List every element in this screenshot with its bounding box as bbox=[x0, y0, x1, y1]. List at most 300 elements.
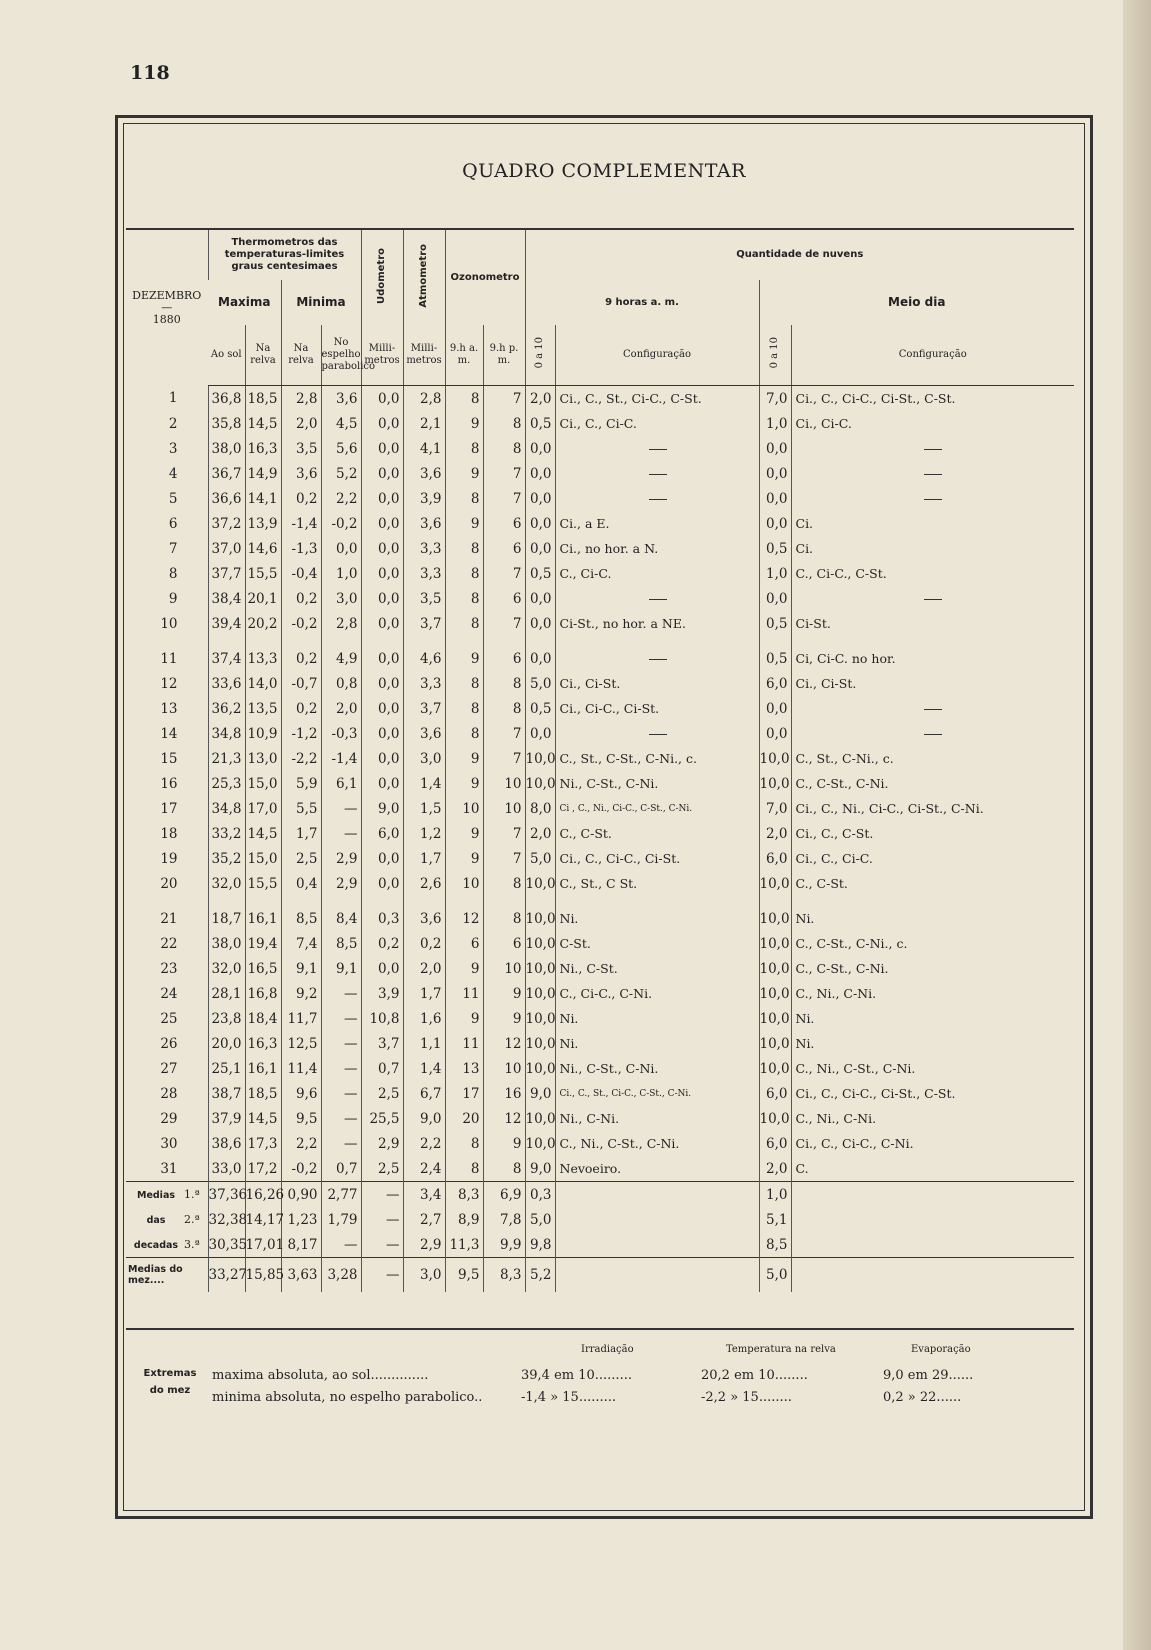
nuvens-am-cell: 0,0 bbox=[525, 536, 555, 561]
gap-cell bbox=[555, 896, 759, 906]
day-cell: 29 bbox=[160, 1110, 178, 1127]
dash-mark bbox=[649, 474, 667, 475]
config-am-avg-cell bbox=[555, 1207, 759, 1232]
oz-pm-avg-cell: 7,8 bbox=[483, 1207, 525, 1232]
nuvens-am-cell: 10,0 bbox=[525, 1031, 555, 1056]
nuvens-am-avg-cell: 5,0 bbox=[525, 1207, 555, 1232]
config-md-cell: C., Ni., C-Ni. bbox=[791, 1106, 1074, 1131]
min-na-relva-cell: -0,7 bbox=[281, 671, 321, 696]
max-na-relva-cell: 16,1 bbox=[245, 906, 281, 931]
oz-pm-cell: 10 bbox=[483, 771, 525, 796]
table-row bbox=[126, 721, 1074, 746]
max-ao-sol-cell: 37,2 bbox=[208, 511, 245, 536]
nuvens-am-avg-cell: 9,8 bbox=[525, 1232, 555, 1258]
min-na-relva-cell: -0,4 bbox=[281, 561, 321, 586]
nuvens-am-cell: 10,0 bbox=[525, 931, 555, 956]
config-am-cell: Ni. bbox=[555, 906, 759, 931]
gap-cell bbox=[525, 896, 555, 906]
oz-pm-cell: 8 bbox=[483, 436, 525, 461]
relva-min: -2,2 » 15........ bbox=[701, 1390, 792, 1405]
max-na-relva-cell: 14,5 bbox=[245, 821, 281, 846]
nuvens-md-cell: 10,0 bbox=[759, 931, 791, 956]
min-espelho-cell: 3,0 bbox=[321, 586, 361, 611]
min-espelho-cell: — bbox=[321, 1031, 361, 1056]
day-cell: 25 bbox=[160, 1010, 178, 1027]
config-am-cell bbox=[555, 436, 759, 461]
min-espelho-cell: -0,3 bbox=[321, 721, 361, 746]
min-espelho-cell: 2,9 bbox=[321, 871, 361, 896]
min-espelho-cell: — bbox=[321, 821, 361, 846]
oz-pm-cell: 7 bbox=[483, 821, 525, 846]
config-md-cell bbox=[791, 696, 1074, 721]
config-am-cell: Ni., C-St., C-Ni. bbox=[555, 771, 759, 796]
header-escala-am: 0 a 10 bbox=[525, 325, 555, 386]
gap-cell bbox=[321, 636, 361, 646]
atmometro-avg-cell: 2,9 bbox=[403, 1232, 445, 1258]
table-body bbox=[126, 386, 1074, 1293]
decade-group-label: decadas bbox=[133, 1239, 179, 1251]
day-cell: 27 bbox=[160, 1060, 178, 1077]
oz-pm-cell: 9 bbox=[483, 1131, 525, 1156]
oz-pm-cell: 16 bbox=[483, 1081, 525, 1106]
oz-am-avg-cell: 8,9 bbox=[445, 1207, 483, 1232]
max-na-relva-cell: 14,5 bbox=[245, 411, 281, 436]
nuvens-md-cell: 10,0 bbox=[759, 1106, 791, 1131]
header-irradiacao: Irradiação bbox=[581, 1344, 634, 1355]
udometro-cell: 0,0 bbox=[361, 386, 403, 412]
oz-pm-cell: 7 bbox=[483, 561, 525, 586]
extremes-label-1: Extremas bbox=[143, 1368, 197, 1379]
udometro-cell: 0,0 bbox=[361, 586, 403, 611]
max-na-relva-avg-cell: 14,17 bbox=[245, 1207, 281, 1232]
config-md-cell bbox=[791, 461, 1074, 486]
config-md-avg-cell bbox=[791, 1207, 1074, 1232]
min-espelho-cell: — bbox=[321, 981, 361, 1006]
decade-number: 3.ª bbox=[184, 1237, 200, 1251]
dash-mark bbox=[649, 499, 667, 500]
nuvens-am-cell: 0,0 bbox=[525, 646, 555, 671]
config-md-cell: Ci., C., Ni., Ci-C., Ci-St., C-Ni. bbox=[791, 796, 1074, 821]
oz-pm-cell: 8 bbox=[483, 411, 525, 436]
udometro-cell: 0,0 bbox=[361, 746, 403, 771]
max-na-relva-cell: 15,0 bbox=[245, 771, 281, 796]
nuvens-am-cell: 9,0 bbox=[525, 1156, 555, 1182]
oz-am-cell: 8 bbox=[445, 721, 483, 746]
min-na-relva-cell: 3,5 bbox=[281, 436, 321, 461]
config-am-cell: Ni. bbox=[555, 1031, 759, 1056]
config-md-cell: C., St., C-Ni., c. bbox=[791, 746, 1074, 771]
oz-am-cell: 8 bbox=[445, 561, 483, 586]
day-cell: 26 bbox=[160, 1035, 178, 1052]
page-edge bbox=[1123, 0, 1151, 1650]
udometro-avg-cell: — bbox=[361, 1207, 403, 1232]
oz-pm-cell: 7 bbox=[483, 611, 525, 636]
day-cell: 11 bbox=[160, 650, 178, 667]
oz-am-cell: 12 bbox=[445, 906, 483, 931]
nuvens-am-cell: 8,0 bbox=[525, 796, 555, 821]
oz-am-cell: 17 bbox=[445, 1081, 483, 1106]
max-na-relva-cell: 14,1 bbox=[245, 486, 281, 511]
oz-pm-cell: 12 bbox=[483, 1031, 525, 1056]
min-na-relva-cell: 8,5 bbox=[281, 906, 321, 931]
max-ao-sol-cell: 38,0 bbox=[208, 931, 245, 956]
oz-pm-cell: 7 bbox=[483, 461, 525, 486]
oz-pm-cell: 7 bbox=[483, 746, 525, 771]
atmometro-cell: 1,4 bbox=[403, 771, 445, 796]
config-am-cell: Ci., C., St., Ci-C., C-St. bbox=[555, 386, 759, 412]
min-na-relva-cell: 0,2 bbox=[281, 646, 321, 671]
udometro-cell: 0,0 bbox=[361, 486, 403, 511]
nuvens-md-cell: 10,0 bbox=[759, 906, 791, 931]
nuvens-md-cell: 0,0 bbox=[759, 486, 791, 511]
max-na-relva-cell: 14,5 bbox=[245, 1106, 281, 1131]
nuvens-am-cell: 0,0 bbox=[525, 436, 555, 461]
day-cell: 23 bbox=[160, 960, 178, 977]
nuvens-am-avg-cell: 0,3 bbox=[525, 1182, 555, 1208]
udometro-cell: 0,0 bbox=[361, 721, 403, 746]
max-ao-sol-month-cell: 33,27 bbox=[208, 1258, 245, 1293]
table-row bbox=[126, 511, 1074, 536]
min-na-relva-cell: -1,4 bbox=[281, 511, 321, 536]
max-ao-sol-cell: 32,0 bbox=[208, 871, 245, 896]
extremes-section bbox=[126, 1328, 1074, 1440]
max-na-relva-cell: 10,9 bbox=[245, 721, 281, 746]
dash-mark bbox=[649, 449, 667, 450]
gap-cell bbox=[281, 636, 321, 646]
oz-pm-month-cell: 8,3 bbox=[483, 1258, 525, 1293]
min-na-relva-cell: 0,4 bbox=[281, 871, 321, 896]
atmometro-cell: 3,9 bbox=[403, 486, 445, 511]
nuvens-am-cell: 0,0 bbox=[525, 486, 555, 511]
max-ao-sol-cell: 28,1 bbox=[208, 981, 245, 1006]
min-na-relva-cell: -1,2 bbox=[281, 721, 321, 746]
config-am-cell: C., St., C-St., C-Ni., c. bbox=[555, 746, 759, 771]
month-avg-row bbox=[126, 1258, 1074, 1293]
oz-pm-cell: 7 bbox=[483, 846, 525, 871]
atmometro-cell: 0,2 bbox=[403, 931, 445, 956]
udometro-cell: 0,0 bbox=[361, 561, 403, 586]
oz-pm-cell: 9 bbox=[483, 981, 525, 1006]
atmometro-cell: 3,3 bbox=[403, 536, 445, 561]
gap-cell bbox=[361, 636, 403, 646]
header-nuvens: Quantidade de nuvens bbox=[525, 229, 1074, 280]
day-cell: 6 bbox=[168, 515, 178, 532]
nuvens-md-cell: 6,0 bbox=[759, 1131, 791, 1156]
gap-cell bbox=[759, 636, 791, 646]
nuvens-md-cell: 1,0 bbox=[759, 411, 791, 436]
header-month-cell bbox=[126, 229, 208, 386]
min-espelho-cell: 2,2 bbox=[321, 486, 361, 511]
oz-am-cell: 13 bbox=[445, 1056, 483, 1081]
config-am-cell: Ci., no hor. a N. bbox=[555, 536, 759, 561]
nuvens-am-cell: 10,0 bbox=[525, 956, 555, 981]
table-row bbox=[126, 931, 1074, 956]
max-na-relva-cell: 13,3 bbox=[245, 646, 281, 671]
config-md-cell: Ni. bbox=[791, 1031, 1074, 1056]
max-ao-sol-cell: 18,7 bbox=[208, 906, 245, 931]
atmometro-avg-cell: 3,4 bbox=[403, 1182, 445, 1208]
config-am-month-cell bbox=[555, 1258, 759, 1293]
oz-pm-cell: 6 bbox=[483, 586, 525, 611]
day-cell: 28 bbox=[160, 1085, 178, 1102]
decade-group-label: das bbox=[146, 1214, 166, 1226]
max-na-relva-cell: 15,5 bbox=[245, 871, 281, 896]
config-md-cell: Ci-St. bbox=[791, 611, 1074, 636]
oz-am-cell: 9 bbox=[445, 511, 483, 536]
nuvens-md-cell: 2,0 bbox=[759, 821, 791, 846]
dash-mark bbox=[924, 449, 942, 450]
header-na-relva-min: Na relva bbox=[281, 325, 321, 386]
dash-mark bbox=[649, 734, 667, 735]
header-config-md: Configuração bbox=[791, 325, 1074, 386]
config-md-cell: C., C-St., C-Ni., c. bbox=[791, 931, 1074, 956]
header-minima: Minima bbox=[281, 280, 361, 325]
decade-gap bbox=[126, 636, 1074, 646]
udometro-cell: 0,0 bbox=[361, 846, 403, 871]
atmometro-cell: 2,2 bbox=[403, 1131, 445, 1156]
day-cell: 3 bbox=[168, 440, 178, 457]
udometro-cell: 25,5 bbox=[361, 1106, 403, 1131]
max-na-relva-cell: 17,0 bbox=[245, 796, 281, 821]
header-meio-dia: Meio dia bbox=[759, 280, 1074, 325]
min-na-relva-cell: 9,2 bbox=[281, 981, 321, 1006]
config-md-cell: C., Ci-C., C-St. bbox=[791, 561, 1074, 586]
header-ozonometro: Ozonometro bbox=[445, 229, 525, 325]
config-md-cell: C., C-St. bbox=[791, 871, 1074, 896]
gap-cell bbox=[445, 636, 483, 646]
nuvens-md-cell: 10,0 bbox=[759, 771, 791, 796]
udometro-cell: 9,0 bbox=[361, 796, 403, 821]
max-ao-sol-cell: 35,8 bbox=[208, 411, 245, 436]
table-row bbox=[126, 1131, 1074, 1156]
gap-cell bbox=[403, 896, 445, 906]
min-espelho-cell: 3,6 bbox=[321, 386, 361, 412]
table-row bbox=[126, 846, 1074, 871]
day-cell: 1 bbox=[168, 390, 178, 407]
config-md-cell bbox=[791, 486, 1074, 511]
atmometro-cell: 3,7 bbox=[403, 611, 445, 636]
oz-am-cell: 8 bbox=[445, 586, 483, 611]
config-am-cell bbox=[555, 721, 759, 746]
nuvens-am-cell: 10,0 bbox=[525, 746, 555, 771]
day-cell: 15 bbox=[160, 750, 178, 767]
nuvens-md-cell: 10,0 bbox=[759, 746, 791, 771]
max-na-relva-cell: 18,5 bbox=[245, 1081, 281, 1106]
udometro-cell: 10,8 bbox=[361, 1006, 403, 1031]
header-ao-sol: Ao sol bbox=[208, 325, 245, 386]
config-md-cell bbox=[791, 721, 1074, 746]
dash-mark bbox=[649, 599, 667, 600]
config-md-cell: Ci., C., Ci-C., C-Ni. bbox=[791, 1131, 1074, 1156]
oz-am-cell: 6 bbox=[445, 931, 483, 956]
nuvens-am-cell: 0,5 bbox=[525, 696, 555, 721]
header-oz-am: 9.h a. m. bbox=[445, 325, 483, 386]
config-md-cell: C., Ni., C-Ni. bbox=[791, 981, 1074, 1006]
month-avg-label: Medias do mez.... bbox=[126, 1258, 208, 1293]
atmometro-month-cell: 3,0 bbox=[403, 1258, 445, 1293]
header-temp-relva: Temperatura na relva bbox=[726, 1344, 836, 1355]
gap-cell bbox=[483, 636, 525, 646]
oz-pm-cell: 7 bbox=[483, 386, 525, 412]
max-ao-sol-cell: 37,0 bbox=[208, 536, 245, 561]
gap-cell bbox=[403, 636, 445, 646]
config-md-cell: Ci., C., Ci-C. bbox=[791, 846, 1074, 871]
atmometro-cell: 1,2 bbox=[403, 821, 445, 846]
atmometro-cell: 4,1 bbox=[403, 436, 445, 461]
nuvens-md-cell: 6,0 bbox=[759, 671, 791, 696]
nuvens-md-cell: 10,0 bbox=[759, 871, 791, 896]
header-nove-horas: 9 horas a. m. bbox=[525, 280, 759, 325]
config-am-cell: Ni., C-St., C-Ni. bbox=[555, 1056, 759, 1081]
oz-am-cell: 8 bbox=[445, 1156, 483, 1182]
nuvens-md-cell: 7,0 bbox=[759, 386, 791, 412]
max-ao-sol-cell: 37,9 bbox=[208, 1106, 245, 1131]
min-na-relva-cell: 5,9 bbox=[281, 771, 321, 796]
nuvens-am-cell: 2,0 bbox=[525, 386, 555, 412]
max-ao-sol-avg-cell: 32,38 bbox=[208, 1207, 245, 1232]
oz-am-cell: 9 bbox=[445, 771, 483, 796]
min-na-relva-cell: 2,2 bbox=[281, 1131, 321, 1156]
min-espelho-cell: 6,1 bbox=[321, 771, 361, 796]
day-cell: 22 bbox=[160, 935, 178, 952]
config-md-cell: Ci., C., Ci-C., Ci-St., C-St. bbox=[791, 386, 1074, 412]
udometro-cell: 0,0 bbox=[361, 611, 403, 636]
oz-am-cell: 9 bbox=[445, 846, 483, 871]
udometro-cell: 2,5 bbox=[361, 1156, 403, 1182]
nuvens-am-cell: 10,0 bbox=[525, 771, 555, 796]
header-udometro: Udometro bbox=[361, 229, 403, 325]
config-am-cell: Ci., a E. bbox=[555, 511, 759, 536]
day-cell: 24 bbox=[160, 985, 178, 1002]
max-ao-sol-cell: 38,4 bbox=[208, 586, 245, 611]
max-ao-sol-cell: 32,0 bbox=[208, 956, 245, 981]
evaporacao-max: 9,0 em 29...... bbox=[883, 1368, 974, 1383]
decade-group-label: Medias bbox=[136, 1189, 176, 1201]
max-na-relva-cell: 14,9 bbox=[245, 461, 281, 486]
atmometro-cell: 1,7 bbox=[403, 846, 445, 871]
min-na-relva-cell: 0,2 bbox=[281, 486, 321, 511]
config-am-cell: Ci., C., Ci-C., Ci-St. bbox=[555, 846, 759, 871]
min-espelho-cell: -1,4 bbox=[321, 746, 361, 771]
oz-am-month-cell: 9,5 bbox=[445, 1258, 483, 1293]
table-row bbox=[126, 871, 1074, 896]
nuvens-md-cell: 0,0 bbox=[759, 436, 791, 461]
udometro-cell: 0,0 bbox=[361, 511, 403, 536]
max-na-relva-avg-cell: 17,01 bbox=[245, 1232, 281, 1258]
header-na-relva-max: Na relva bbox=[245, 325, 281, 386]
table-row bbox=[126, 646, 1074, 671]
max-ao-sol-cell: 36,8 bbox=[208, 386, 245, 412]
max-ao-sol-cell: 33,0 bbox=[208, 1156, 245, 1182]
max-na-relva-cell: 17,2 bbox=[245, 1156, 281, 1182]
nuvens-md-cell: 0,5 bbox=[759, 646, 791, 671]
table-row bbox=[126, 486, 1074, 511]
header-atmometro: Atmometro bbox=[403, 229, 445, 325]
nuvens-am-cell: 5,0 bbox=[525, 671, 555, 696]
min-na-relva-avg-cell: 1,23 bbox=[281, 1207, 321, 1232]
config-md-cell: Ci, Ci-C. no hor. bbox=[791, 646, 1074, 671]
atmometro-cell: 3,7 bbox=[403, 696, 445, 721]
day-cell: 18 bbox=[160, 825, 178, 842]
atmometro-cell: 3,3 bbox=[403, 561, 445, 586]
atmometro-cell: 3,6 bbox=[403, 906, 445, 931]
oz-pm-cell: 8 bbox=[483, 696, 525, 721]
min-espelho-cell: — bbox=[321, 1006, 361, 1031]
oz-pm-cell: 9 bbox=[483, 1006, 525, 1031]
irradiacao-max: 39,4 em 10......... bbox=[521, 1368, 632, 1383]
dash-mark bbox=[924, 709, 942, 710]
config-md-cell: C., C-St., C-Ni. bbox=[791, 771, 1074, 796]
atmometro-cell: 3,3 bbox=[403, 671, 445, 696]
nuvens-am-month-cell: 5,2 bbox=[525, 1258, 555, 1293]
oz-am-cell: 8 bbox=[445, 436, 483, 461]
atmometro-cell: 3,6 bbox=[403, 721, 445, 746]
decade-gap bbox=[126, 896, 1074, 906]
config-md-cell: C., C-St., C-Ni. bbox=[791, 956, 1074, 981]
max-na-relva-cell: 15,0 bbox=[245, 846, 281, 871]
min-espelho-cell: 9,1 bbox=[321, 956, 361, 981]
max-na-relva-cell: 16,1 bbox=[245, 1056, 281, 1081]
config-am-cell: Ni., C-St. bbox=[555, 956, 759, 981]
atmometro-cell: 2,0 bbox=[403, 956, 445, 981]
min-row-label: minima absoluta, no espelho parabolico.. bbox=[212, 1390, 483, 1405]
gap-cell bbox=[555, 636, 759, 646]
nuvens-am-cell: 0,0 bbox=[525, 611, 555, 636]
header-month: DEZEMBRO bbox=[132, 288, 202, 302]
min-espelho-cell: — bbox=[321, 796, 361, 821]
nuvens-am-cell: 0,0 bbox=[525, 511, 555, 536]
min-na-relva-cell: 0,2 bbox=[281, 696, 321, 721]
header-thermo: Thermometros das temperaturas-limites graus centesimaes bbox=[208, 229, 361, 280]
config-am-cell: Ci , C., Ni., Ci-C., C-St., C-Ni. bbox=[555, 796, 759, 821]
min-espelho-cell: — bbox=[321, 1106, 361, 1131]
config-md-cell: C., Ni., C-St., C-Ni. bbox=[791, 1056, 1074, 1081]
decade-label-cell bbox=[126, 1207, 208, 1232]
gap-cell bbox=[126, 636, 208, 646]
table-row bbox=[126, 386, 1074, 412]
gap-cell bbox=[126, 896, 208, 906]
config-am-cell: C., Ci-C., C-Ni. bbox=[555, 981, 759, 1006]
decade-number: 1.ª bbox=[184, 1187, 200, 1201]
nuvens-am-cell: 0,5 bbox=[525, 411, 555, 436]
max-ao-sol-cell: 21,3 bbox=[208, 746, 245, 771]
dash-mark bbox=[924, 734, 942, 735]
max-na-relva-cell: 20,2 bbox=[245, 611, 281, 636]
nuvens-am-cell: 10,0 bbox=[525, 1106, 555, 1131]
max-ao-sol-cell: 33,2 bbox=[208, 821, 245, 846]
max-ao-sol-avg-cell: 30,35 bbox=[208, 1232, 245, 1258]
max-ao-sol-cell: 25,1 bbox=[208, 1056, 245, 1081]
header-config-am: Configuração bbox=[555, 325, 759, 386]
config-am-cell: Ni., C-Ni. bbox=[555, 1106, 759, 1131]
max-na-relva-cell: 13,0 bbox=[245, 746, 281, 771]
max-ao-sol-cell: 35,2 bbox=[208, 846, 245, 871]
min-na-relva-avg-cell: 0,90 bbox=[281, 1182, 321, 1208]
day-cell: 14 bbox=[160, 725, 178, 742]
max-ao-sol-cell: 37,4 bbox=[208, 646, 245, 671]
min-espelho-cell: 2,9 bbox=[321, 846, 361, 871]
nuvens-md-cell: 0,5 bbox=[759, 611, 791, 636]
config-am-cell bbox=[555, 461, 759, 486]
oz-pm-cell: 7 bbox=[483, 721, 525, 746]
max-na-relva-cell: 16,3 bbox=[245, 436, 281, 461]
udometro-cell: 0,0 bbox=[361, 871, 403, 896]
oz-pm-cell: 12 bbox=[483, 1106, 525, 1131]
max-na-relva-cell: 13,5 bbox=[245, 696, 281, 721]
config-md-cell: Ci., Ci-St. bbox=[791, 671, 1074, 696]
oz-am-avg-cell: 8,3 bbox=[445, 1182, 483, 1208]
udometro-month-cell: — bbox=[361, 1258, 403, 1293]
